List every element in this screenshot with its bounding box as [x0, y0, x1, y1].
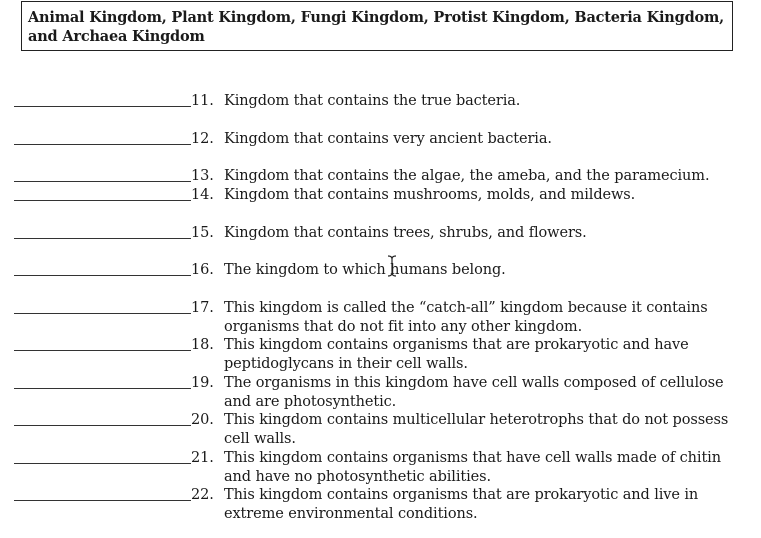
question-text: Kingdom that contains mushrooms, molds, and mildews.: [224, 187, 636, 203]
answer-line[interactable]: [14, 106, 191, 107]
question-number: 17.: [191, 300, 214, 316]
answer-line[interactable]: [14, 313, 191, 314]
question-number: 21.: [191, 450, 214, 466]
word-bank-box: [21, 1, 733, 51]
question-number: 12.: [191, 131, 214, 147]
answer-line[interactable]: [14, 425, 191, 426]
answer-line[interactable]: [14, 350, 191, 351]
question-text: Kingdom that contains very ancient bacteria.: [224, 131, 552, 147]
answer-line[interactable]: [14, 463, 191, 464]
question-text: The organisms in this kingdom have cell walls composed of cellulose and are photosynthetic.: [224, 375, 724, 410]
question-number: 20.: [191, 412, 214, 428]
question-text: This kingdom contains organisms that are prokaryotic and live in extreme environmental conditions.: [224, 487, 699, 522]
word-bank-text: Animal Kingdom, Plant Kingdom, Fungi Kingdom, Protist Kingdom, Bacteria Kingdom, and Archaea Kingdom: [28, 9, 724, 45]
answer-line[interactable]: [14, 275, 191, 276]
question-number: 14.: [191, 187, 214, 203]
question-text: This kingdom contains multicellular heterotrophs that do not possess cell walls.: [224, 412, 729, 447]
question-text: This kingdom contains organisms that have cell walls made of chitin and have no photosynthetic abilities.: [224, 450, 721, 485]
answer-line[interactable]: [14, 144, 191, 145]
answer-line[interactable]: [14, 200, 191, 201]
answer-line[interactable]: [14, 500, 191, 501]
question-text: Kingdom that contains the algae, the ameba, and the paramecium.: [224, 168, 710, 184]
question-number: 13.: [191, 168, 214, 184]
question-text: Kingdom that contains trees, shrubs, and flowers.: [224, 225, 587, 241]
question-number: 22.: [191, 487, 214, 503]
answer-line[interactable]: [14, 181, 191, 182]
text-cursor-icon: [387, 255, 397, 277]
question-number: 18.: [191, 337, 214, 353]
answer-line[interactable]: [14, 388, 191, 389]
question-number: 15.: [191, 225, 214, 241]
answer-line[interactable]: [14, 238, 191, 239]
question-text: This kingdom is called the “catch-all” kingdom because it contains organisms that do not fit into any other kingdom.: [224, 300, 708, 335]
question-text: Kingdom that contains the true bacteria.: [224, 93, 521, 109]
question-text: The kingdom to which humans belong.: [224, 262, 506, 278]
question-number: 11.: [191, 93, 214, 109]
question-text: This kingdom contains organisms that are prokaryotic and have peptidoglycans in their cell walls.: [224, 337, 689, 372]
question-number: 19.: [191, 375, 214, 391]
question-number: 16.: [191, 262, 214, 278]
